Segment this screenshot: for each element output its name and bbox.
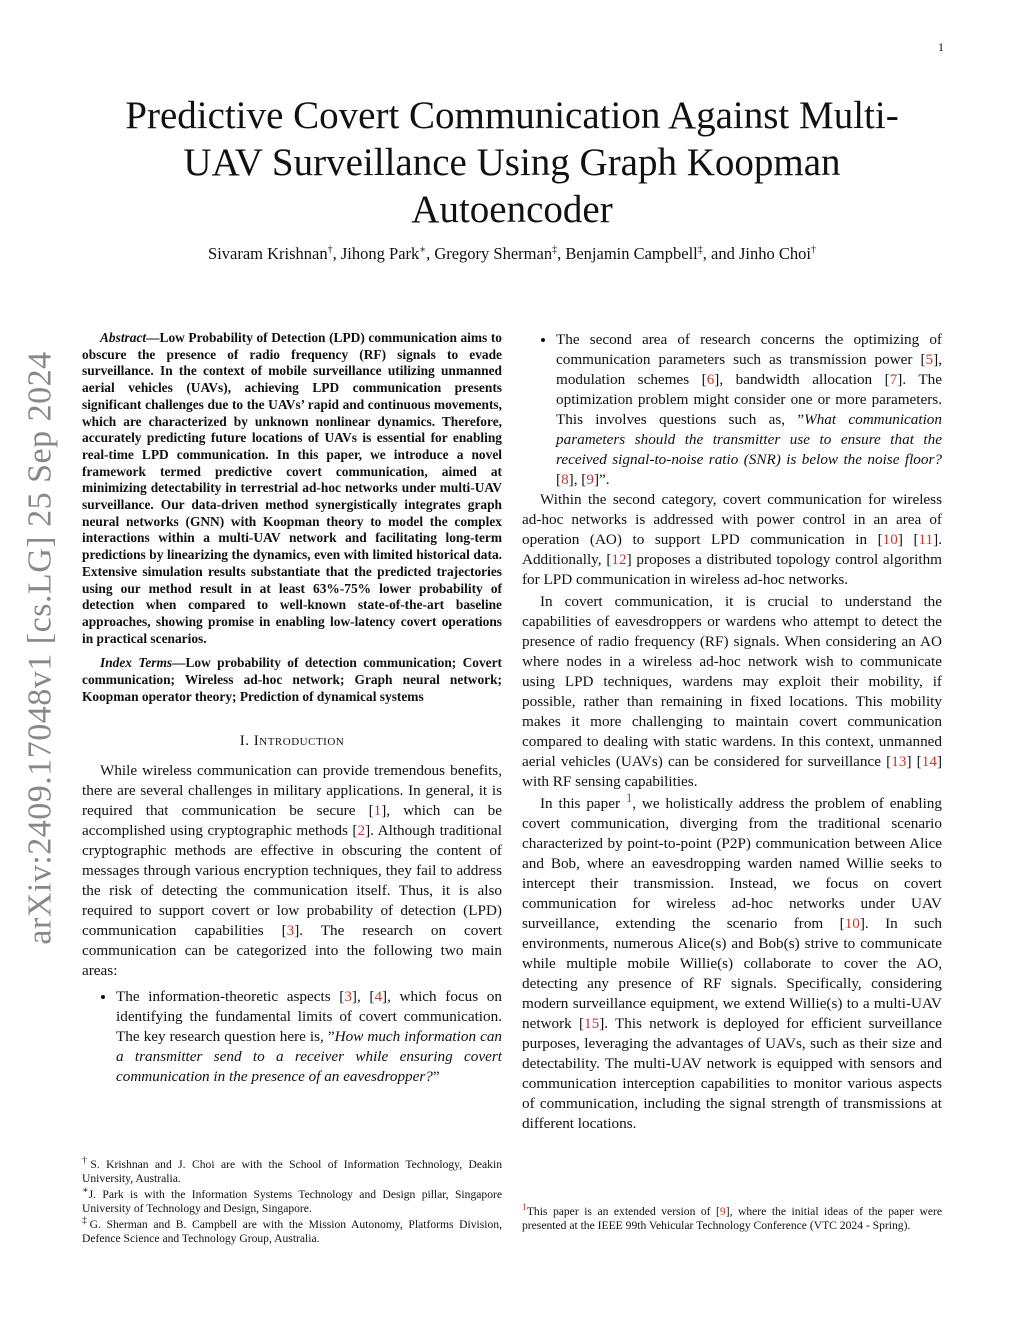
intro-paragraph-2: Within the second category, covert communication for wireless ad-hoc networks is addressed with power control in an area of operation (AO) to support LPD communication in [10] [11]. Additionally, [12] proposes a distributed topology control algorithm for LPD communication in wireless ad-hoc networks. xyxy=(522,491,942,588)
citation-link[interactable]: 1 xyxy=(373,802,382,820)
affiliation-footnote xyxy=(82,1185,502,1216)
left-column xyxy=(82,330,502,1087)
citation-link[interactable]: 12 xyxy=(611,551,627,568)
citation-link[interactable]: 5 xyxy=(925,351,934,368)
abstract-text: —Low Probability of Detection (LPD) communication aims to obscure the presence of radio frequency (RF) signals to evade surveillance. In the context of mobile surveillance utilizing unmanned aerial vehicles (UAVs), achieving LPD communication presents significant challenges due to the UAVs’ rapid and continuous movements, which are characterized by unknown nonlinear dynamics. Therefore, accurately predicting future locations of UAVs is essential for enabling real-time LPD communication. In this paper, we introduce a novel framework termed predictive covert communication, aimed at minimizing detectability in terrestrial ad-hoc networks under multi-UAV surveillance. Our data-driven method synergistically integrates graph neural networks (GNN) with Koopman theory to model the complex interactions within a multi-UAV network and facilitating long-term predictions by linearizing the dynamics, even with limited historical data. Extensive simulation results substantiate that the predicted trajectories using our method result in at least 63%-75% lower probability of detection when compared to well-known state-of-the-art baseline approaches, showing promise in enabling low-latency covert operations in practical scenarios. xyxy=(82,330,502,646)
research-areas-list xyxy=(82,987,502,1087)
research-areas-list-continued xyxy=(522,330,942,490)
citation-link[interactable]: 4 xyxy=(374,988,383,1006)
author-list: Sivaram Krishnan†, Jihong Park∗, Gregory Sherman‡, Benjamin Campbell‡, and Jinho Choi† xyxy=(208,244,816,263)
author-name: Jinho Choi xyxy=(738,244,811,263)
affiliation-mark: ‡ xyxy=(82,1215,90,1227)
intro-paragraph-1: While wireless communication can provide tremendous benefits, there are several challenges in military applications. In general, it is required that communication be secure [1], which can be accomplished using cryptographic methods [2]. Although traditional cryptographic methods are effective in obscuring the content of messages through various encryption techniques, they fail to address the risk of detecting the communication itself. Thus, it is also required to support covert or low probability of detection (LPD) communication capabilities [3]. The research on covert communication can be categorized into the following two main areas: xyxy=(82,762,502,980)
affiliation-text: S. Krishnan and J. Choi are with the School of Information Technology, Deakin University, Australia. xyxy=(82,1158,502,1185)
version-footnote: $^1$This paper is an extended version of [9], where the initial ideas of the paper were presented at the IEEE 99th Vehicular Technology Conference (VTC 2024 - Spring). xyxy=(522,1202,942,1232)
citation-link[interactable]: 8 xyxy=(561,471,569,488)
affiliation-footnote xyxy=(82,1215,503,1246)
citation-link[interactable]: 10 xyxy=(882,531,898,548)
author-name: Benjamin Campbell xyxy=(565,244,698,263)
affiliation-footnote xyxy=(82,1155,502,1186)
index-terms-label: Index Terms xyxy=(100,655,173,671)
author-name: Sivaram Krishnan xyxy=(208,244,328,263)
citation-link[interactable]: 11 xyxy=(918,531,934,548)
section-heading-introduction: I. Introduction xyxy=(239,733,345,750)
paper-title: Predictive Covert Communication Against Multi-UAV Surveillance Using Graph Koopman Autoencoder xyxy=(125,94,899,231)
abstract-label: Abstract xyxy=(100,330,147,345)
affiliation-mark: ∗ xyxy=(419,244,427,256)
author-name: Gregory Sherman xyxy=(434,244,553,263)
italic-text: What communication parameters should the transmitter use to ensure that the received signal-to-noise ratio (SNR) is below the noise floor? xyxy=(556,411,942,468)
footnote-marker[interactable]: 1 xyxy=(625,790,633,805)
citation-link[interactable]: 15 xyxy=(584,1015,600,1032)
affiliation-mark: † xyxy=(82,1155,91,1167)
citation-link[interactable]: 3 xyxy=(286,922,295,940)
arxiv-stamp xyxy=(6,350,76,945)
author-name: Jihong Park xyxy=(340,244,420,263)
citation-link[interactable]: 9 xyxy=(719,1205,726,1218)
citation-link[interactable]: 13 xyxy=(891,753,907,770)
list-item: • The second area of research concerns the optimizing of communication parameters such as transmission power [5], modulation schemes [6], bandwidth allocation [7]. The optimization problem might consider one or more parameters. This involves questions such as, ”What communication parameters should the transmitter use to ensure that the received signal-to-noise ratio (SNR) is below the noise floor? [8], [9]”. xyxy=(556,330,942,490)
right-column xyxy=(522,330,942,1134)
affiliation-mark: † xyxy=(327,244,333,256)
citation-link[interactable]: 6 xyxy=(706,371,715,388)
intro-paragraph-4: In this paper $^1$, we holistically address the problem of enabling covert communication, diverging from the traditional scenario characterized by point-to-point (P2P) communication between Alice and Bob, where an eavesdropping warden named Willie seeks to intercept their transmission. Instead, we focus on covert communication for wireless ad-hoc networks under UAV surveillance, extending the scenario from [10]. In such environments, numerous Alice(s) and Bob(s) strive to communicate while multiple mobile Willie(s) collaborate to cover the AO, detecting any presence of RF signals. Specifically, considering modern surveillance equipment, we extend Willie(s) to a multi-UAV network [15]. This network is deployed for efficient surveillance purposes, leveraging the advantages of UAVs, such as their size and detectability. The multi-UAV network is equipped with sensors and communication interception capabilities to monitor various aspects of communication, including the signal strength of transmissions at different locations. xyxy=(522,790,943,1132)
footnote-marker[interactable]: 1 xyxy=(522,1202,527,1214)
citation-link[interactable]: 10 xyxy=(844,915,860,932)
intro-paragraph-3: In covert communication, it is crucial to understand the capabilities of eavesdroppers or wardens who attempt to detect the presence of radio frequency (RF) signals. When considering an AO where nodes in a wireless ad-hoc network wish to communicate using LPD techniques, wardens may exploit their mobility, if possible, rather than remaining in fixed locations. This mobility makes it more challenging to maintain covert communication compared to dealing with static wardens. In this context, unmanned aerial vehicles (UAVs) can be considered for surveillance [13] [14] with RF sensing capabilities. xyxy=(522,593,942,790)
author-affiliations xyxy=(82,1155,503,1248)
affiliation-mark: ‡ xyxy=(552,244,558,256)
affiliation-text: G. Sherman and B. Campbell are with the Mission Autonomy, Platforms Division, Defence Science and Technology Group, Australia. xyxy=(82,1218,503,1245)
index-terms-text: —Low probability of detection communication; Covert communication; Wireless ad-hoc network; Graph neural network; Koopman operator theory; Prediction of dynamical systems xyxy=(82,655,503,704)
abstract xyxy=(82,330,502,647)
citation-link[interactable]: 14 xyxy=(921,753,937,770)
affiliation-text: J. Park is with the Information Systems Technology and Design pillar, Singapore University of Technology and Design, Singapore. xyxy=(82,1188,502,1215)
citation-link[interactable]: 7 xyxy=(889,371,898,388)
arxiv-stamp-text: arXiv:2409.17048v1 [cs.LG] 25 Sep 2024 xyxy=(22,350,59,945)
affiliation-mark: † xyxy=(810,244,816,256)
citation-link[interactable]: 9 xyxy=(586,471,594,488)
index-terms xyxy=(82,655,502,705)
citation-link[interactable]: 3 xyxy=(344,988,352,1006)
affiliation-mark: ‡ xyxy=(697,244,703,256)
list-item: • The information-theoretic aspects [3], [4], which focus on identifying the fundamental limits of covert communication. The key research question here is, ”How much information can a transmitter send to a receiver while ensuring covert communication in the presence of an eavesdropper?” xyxy=(116,987,502,1087)
italic-text: How much information can a transmitter send to a receiver while ensuring covert communication in the presence of an eavesdropper? xyxy=(116,1028,503,1086)
affiliation-mark: ∗ xyxy=(82,1185,89,1197)
citation-link[interactable]: 2 xyxy=(357,822,366,840)
page-number: 1 xyxy=(938,40,944,54)
